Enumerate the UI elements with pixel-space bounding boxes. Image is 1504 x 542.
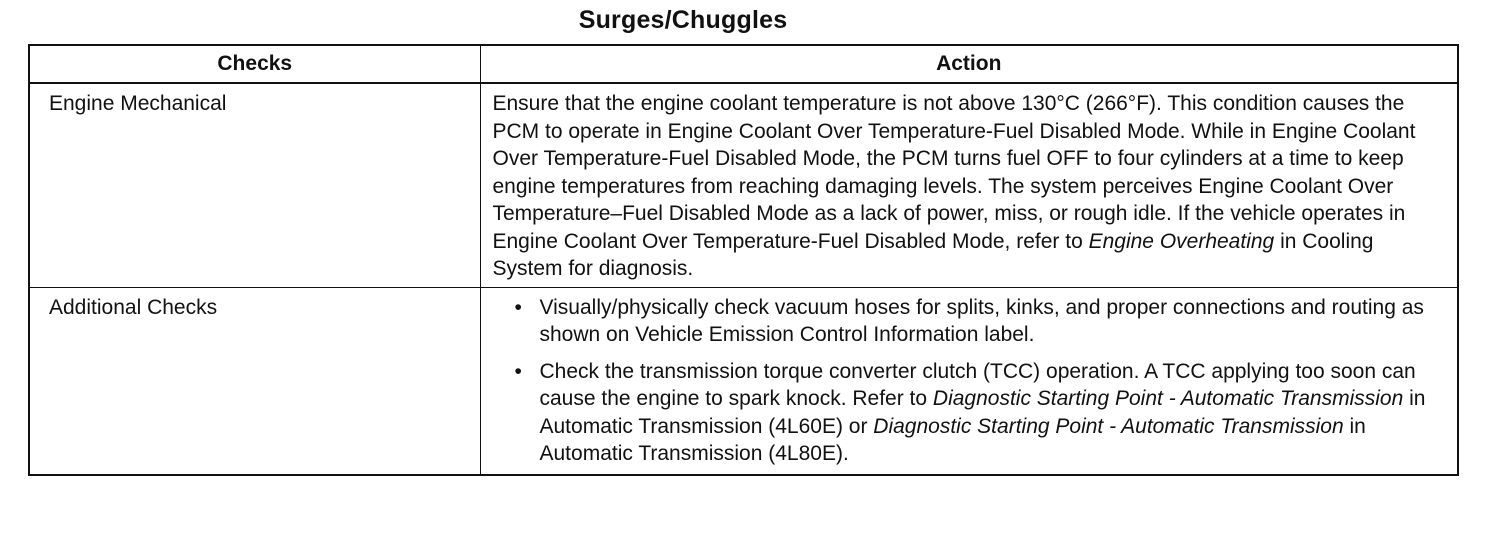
diagnosis-table (28, 44, 1459, 476)
header-checks: Checks (29, 45, 480, 83)
action-text-reference: Engine Overheating (1088, 229, 1275, 253)
header-action: Action (480, 45, 1458, 83)
table-row (29, 83, 1458, 287)
action-text (493, 90, 1450, 283)
action-additional-checks (480, 287, 1458, 475)
bullet-icon: • (514, 359, 522, 383)
table-header-row (29, 45, 1458, 83)
table-row (29, 287, 1458, 475)
action-engine-mechanical (480, 83, 1458, 287)
action-text-reference: Diagnostic Starting Point - Automatic Transmission (873, 414, 1344, 438)
action-text-segment: Ensure that the engine coolant temperature is not above 130°C (266°F). This condition causes the PCM to operate in Engine Coolant Over Temperature-Fuel Disabled Mode. While in Engine Coolant Over Temperature-Fuel Disabled Mode, the PCM turns fuel OFF to four cylinders at a time to keep engine temperatures from reaching damaging levels. The system perceives Engine Coolant Over Temperature–Fuel Disabled Mode as a lack of power, miss, or rough idle. If the vehicle operates in Engine Coolant Over Temperature-Fuel Disabled Mode, refer to (492, 92, 1416, 253)
check-engine-mechanical: Engine Mechanical (29, 83, 480, 287)
action-text-segment: in Cooling System for diagnosis. (492, 229, 1374, 280)
list-item (511, 358, 1450, 468)
check-additional-checks: Additional Checks (29, 287, 480, 475)
action-text-segment: in Automatic Transmission (4L80E). (539, 414, 1366, 465)
page-title: Surges/Chuggles (578, 6, 788, 34)
action-text-segment: in Automatic Transmission (4L60E) or (539, 387, 1426, 438)
bullet-icon: • (514, 295, 522, 319)
action-bullet-list (511, 294, 1450, 468)
list-item (511, 294, 1450, 349)
action-text-segment: Visually/physically check vacuum hoses for splits, kinks, and proper connections and routing as shown on Vehicle Emission Control Information label. (539, 295, 1424, 346)
action-text-segment: Check the transmission torque converter clutch (TCC) operation. A TCC applying too soon can cause the engine to spark knock. Refer to (539, 359, 1416, 410)
action-text-reference: Diagnostic Starting Point - Automatic Transmission (932, 387, 1404, 410)
